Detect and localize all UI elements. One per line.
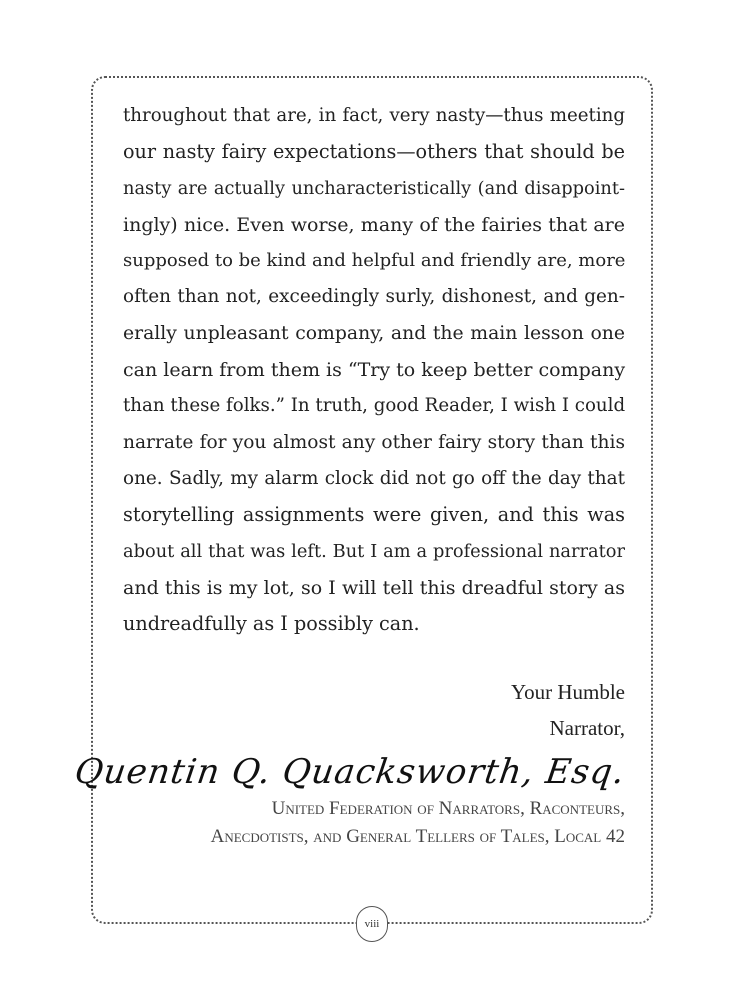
text-line: than these folks.” In truth, good Reader, I wish I could [123, 395, 626, 417]
page-number: viii [356, 906, 388, 942]
text-line: erally unpleasant company, and the main lesson one [123, 322, 625, 344]
affiliation-line-1: United Federation of Narrators, Raconteurs, [271, 798, 625, 819]
text-line: storytelling assignments were given, and this was [123, 503, 625, 527]
text-line: narrate for you almost any other fairy story than this [123, 431, 625, 453]
text-line: our nasty fairy expectations—others that should be [123, 140, 625, 164]
text-line: and this is my lot, so I will tell this dreadful story as [123, 576, 625, 599]
text-line: throughout that are, in fact, very nasty—thus meeting [123, 105, 625, 126]
signature: Quentin Q. Quacksworth, Esq. [72, 752, 628, 792]
text-line: one. Sadly, my alarm clock did not go off the day that [123, 467, 625, 489]
text-line: can learn from them is “Try to keep better company [123, 359, 626, 382]
text-line: often than not, exceedingly surly, dishonest, and gen- [123, 286, 625, 308]
text-line: supposed to be kind and helpful and friendly are, more [123, 250, 626, 272]
closing-line-1: Your Humble [511, 680, 625, 704]
body-text [123, 98, 625, 642]
text-line: undreadfully as I possibly can. [123, 612, 420, 636]
affiliation-line-2: Anecdotists, and General Tellers of Tales, Local 42 [210, 826, 625, 847]
text-line: about all that was left. But I am a professional narrator [123, 540, 625, 562]
text-line: ingly) nice. Even worse, many of the fairies that are [123, 213, 625, 236]
text-line: nasty are actually uncharacteristically (and disappoint- [123, 177, 625, 199]
closing-line-2: Narrator, [549, 716, 625, 740]
